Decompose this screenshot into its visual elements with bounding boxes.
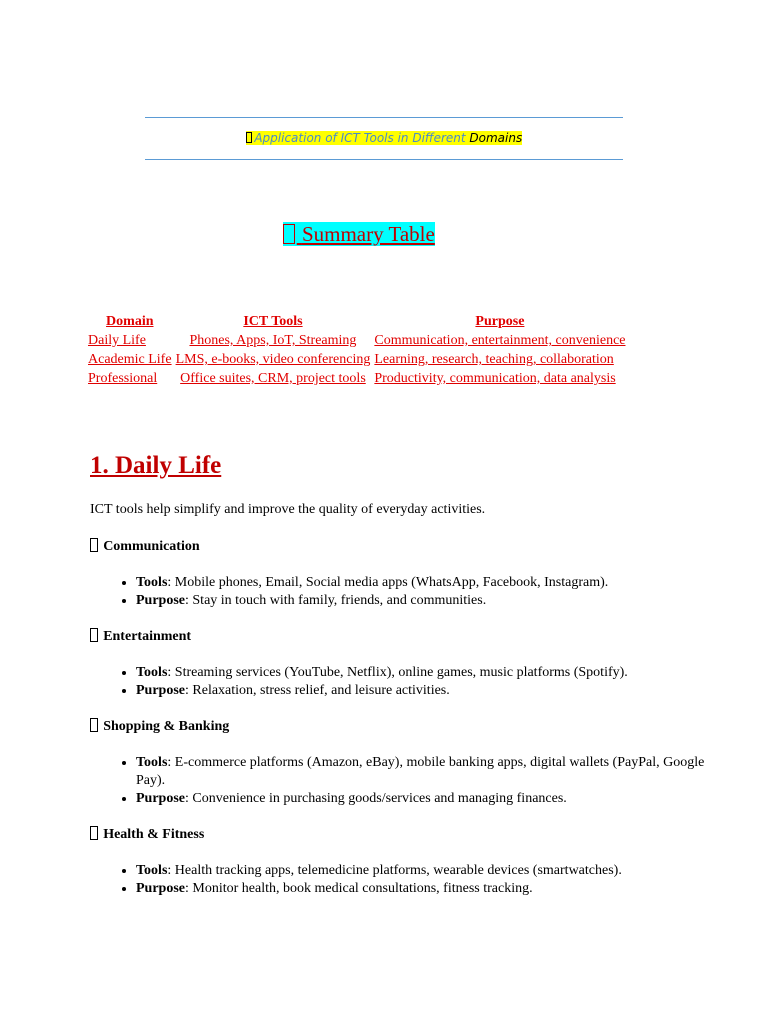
- list-item: [136, 682, 710, 700]
- list-item: [136, 862, 710, 880]
- subsection-health-fitness: [90, 826, 710, 898]
- missing-glyph-icon: [90, 538, 98, 551]
- subsection-title: [90, 718, 710, 736]
- summary-title: Summary Table: [301, 222, 435, 246]
- summary-heading: [0, 222, 718, 247]
- cell-purpose: Productivity, communication, data analysis: [374, 371, 616, 386]
- subsection-title: [90, 628, 710, 646]
- tools-text: : E-commerce platforms (Amazon, eBay), mobile banking apps, digital wallets (PayPal, Google Pay).: [136, 755, 705, 788]
- section-title: 1. Daily Life: [90, 452, 222, 479]
- missing-glyph-icon: [246, 132, 253, 143]
- list-item: [136, 664, 710, 682]
- list-item: [136, 574, 710, 592]
- document-title-end: Domains: [469, 131, 523, 145]
- missing-glyph-icon: [90, 718, 98, 731]
- purpose-text: : Stay in touch with family, friends, and communities.: [185, 593, 487, 608]
- list-item: [136, 754, 710, 790]
- section-intro: ICT tools help simplify and improve the quality of everyday activities.: [90, 502, 486, 517]
- subsection-title: [90, 826, 710, 844]
- cell-tools: LMS, e-books, video conferencing: [175, 352, 371, 367]
- missing-glyph-icon: [90, 628, 98, 641]
- purpose-label: Purpose: [136, 683, 185, 698]
- header-ict-tools: ICT Tools: [243, 314, 303, 329]
- header-domain: Domain: [106, 314, 154, 329]
- list-item: [136, 880, 710, 898]
- bullet-list: [90, 664, 710, 700]
- missing-glyph-icon: [90, 826, 98, 839]
- cell-purpose: Learning, research, teaching, collaboration: [374, 352, 614, 367]
- table-row: [86, 369, 628, 388]
- subsection-title-text: Entertainment: [103, 629, 192, 644]
- document-title-highlight: [246, 131, 522, 145]
- list-item: [136, 790, 710, 808]
- tools-text: : Mobile phones, Email, Social media apps (WhatsApp, Facebook, Instagram).: [167, 575, 609, 590]
- table-header-row: [86, 312, 628, 331]
- purpose-label: Purpose: [136, 593, 185, 608]
- table-row: [86, 350, 628, 369]
- subsection-title-text: Communication: [103, 539, 200, 554]
- tools-label: Tools: [136, 575, 168, 590]
- purpose-text: : Convenience in purchasing goods/services and managing finances.: [185, 791, 567, 806]
- subsection-shopping-banking: [90, 718, 710, 808]
- purpose-text: : Relaxation, stress relief, and leisure activities.: [185, 683, 450, 698]
- cell-tools: Office suites, CRM, project tools: [180, 371, 366, 386]
- cell-purpose: Communication, entertainment, convenience: [374, 333, 626, 348]
- purpose-text: : Monitor health, book medical consultations, fitness tracking.: [185, 881, 533, 896]
- tools-text: : Health tracking apps, telemedicine platforms, wearable devices (smartwatches).: [167, 863, 622, 878]
- top-divider: [145, 117, 623, 118]
- bullet-list: [90, 754, 710, 808]
- cell-domain: Professional: [88, 371, 158, 386]
- missing-glyph-icon: [283, 224, 295, 244]
- header-purpose: Purpose: [475, 314, 525, 329]
- tools-label: Tools: [136, 755, 168, 770]
- purpose-label: Purpose: [136, 791, 185, 806]
- cell-domain: Academic Life: [88, 352, 172, 367]
- subsection-title: [90, 538, 710, 556]
- purpose-label: Purpose: [136, 881, 185, 896]
- summary-table: [86, 312, 628, 388]
- subsection-communication: [90, 538, 710, 610]
- bottom-divider: [145, 159, 623, 160]
- cell-tools: Phones, Apps, IoT, Streaming: [189, 333, 357, 348]
- subsection-entertainment: [90, 628, 710, 700]
- subsection-title-text: Shopping & Banking: [103, 719, 230, 734]
- bullet-list: [90, 862, 710, 898]
- cell-domain: Daily Life: [88, 333, 146, 348]
- tools-text: : Streaming services (YouTube, Netflix), online games, music platforms (Spotify).: [167, 665, 628, 680]
- tools-label: Tools: [136, 665, 168, 680]
- table-row: [86, 331, 628, 350]
- summary-heading-highlight: [283, 222, 435, 246]
- document-title-main: Application of ICT Tools in Different: [254, 131, 470, 145]
- list-item: [136, 592, 710, 610]
- subsection-title-text: Health & Fitness: [103, 827, 205, 842]
- document-title: [0, 131, 768, 145]
- bullet-list: [90, 574, 710, 610]
- tools-label: Tools: [136, 863, 168, 878]
